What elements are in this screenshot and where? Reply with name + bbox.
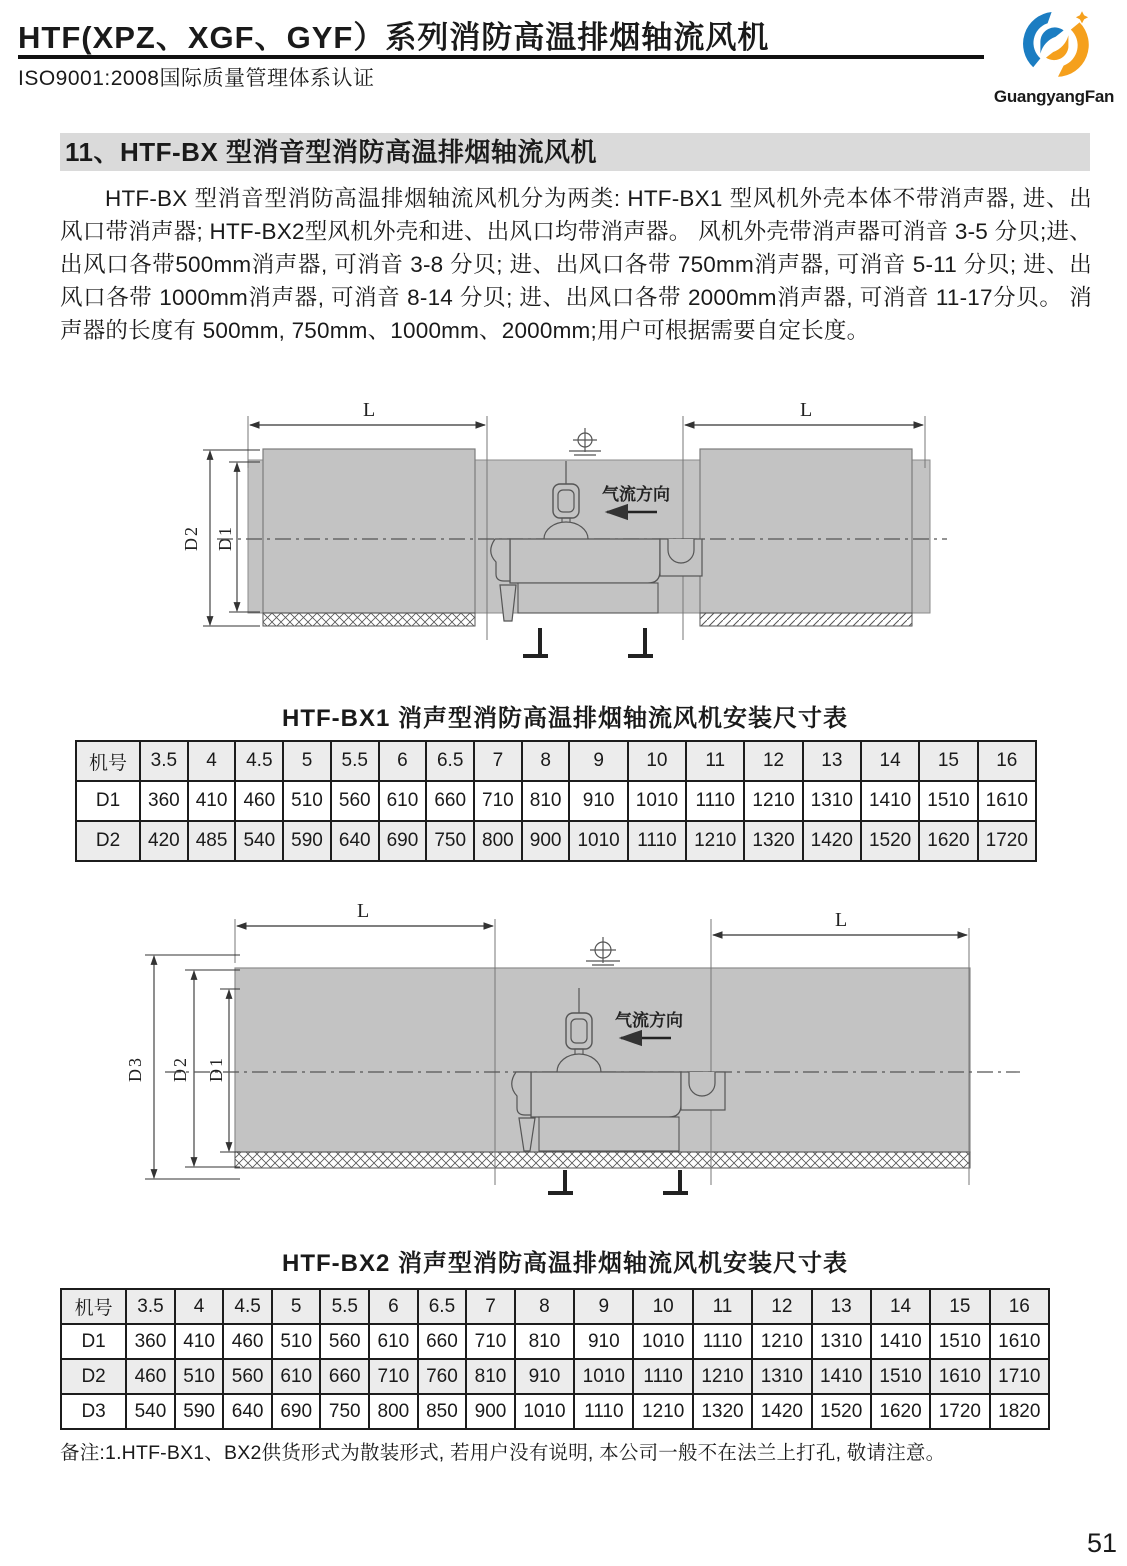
bx1-installation-diagram xyxy=(155,388,975,673)
table-cell: 610 xyxy=(379,781,427,821)
table-cell: 7 xyxy=(466,1289,515,1324)
table-cell: 510 xyxy=(272,1324,321,1359)
section-heading-bar xyxy=(60,133,1090,171)
table-cell: 810 xyxy=(466,1359,515,1394)
mounting-feet xyxy=(548,1170,688,1193)
table-cell: 1010 xyxy=(569,821,627,861)
table-cell: 1720 xyxy=(978,821,1036,861)
table-cell: 560 xyxy=(320,1324,369,1359)
table-cell: 910 xyxy=(569,781,627,821)
table-row xyxy=(61,1324,1049,1359)
table-cell: 910 xyxy=(574,1324,633,1359)
dim-label-D2: D2 xyxy=(170,1056,190,1082)
table-cell: 11 xyxy=(693,1289,752,1324)
dim-label-L-left: L xyxy=(357,900,370,922)
table-cell: 360 xyxy=(140,781,188,821)
table-cell: 610 xyxy=(369,1324,418,1359)
table-cell: 660 xyxy=(426,781,474,821)
table-cell: 16 xyxy=(978,741,1036,781)
table-header-row xyxy=(61,1289,1049,1324)
table-cell: 14 xyxy=(861,741,919,781)
motor-body xyxy=(510,539,660,583)
table-cell: 13 xyxy=(812,1289,871,1324)
bx1-dimension-table xyxy=(75,740,1037,862)
table-cell: D3 xyxy=(61,1394,126,1429)
table-cell: 1410 xyxy=(861,781,919,821)
table-cell: 6 xyxy=(369,1289,418,1324)
table-cell: 690 xyxy=(272,1394,321,1429)
table-cell: 710 xyxy=(466,1324,515,1359)
table-cell: 15 xyxy=(919,741,977,781)
table-cell: 710 xyxy=(474,781,522,821)
table-cell: 12 xyxy=(744,741,802,781)
table-cell: 1820 xyxy=(990,1394,1049,1429)
table-cell: 590 xyxy=(175,1394,224,1429)
table-cell: 760 xyxy=(418,1359,467,1394)
table-cell: D2 xyxy=(61,1359,126,1394)
base-frame xyxy=(539,1117,679,1151)
table-cell: 1210 xyxy=(693,1359,752,1394)
inlet-silencer xyxy=(263,449,475,613)
table-cell: 1320 xyxy=(744,821,802,861)
table-cell: 1610 xyxy=(930,1359,989,1394)
table-cell: 810 xyxy=(522,781,570,821)
table-cell: 1110 xyxy=(628,821,686,861)
table-cell: 590 xyxy=(283,821,331,861)
dim-label-D2: D2 xyxy=(181,525,201,551)
bearing-bracket xyxy=(668,539,694,563)
motor-body xyxy=(531,1072,681,1117)
table-row xyxy=(61,1359,1049,1394)
dim-label-L-left: L xyxy=(363,399,376,421)
table-cell: 1010 xyxy=(628,781,686,821)
table-cell: 1210 xyxy=(744,781,802,821)
table-cell: 1510 xyxy=(871,1359,930,1394)
table-cell: 660 xyxy=(320,1359,369,1394)
junction-box xyxy=(553,484,579,518)
table-cell: 4 xyxy=(175,1289,224,1324)
fan-logo-icon xyxy=(1014,4,1094,84)
insulation-strip xyxy=(235,1152,970,1168)
table-cell: 910 xyxy=(515,1359,574,1394)
table-cell: 460 xyxy=(126,1359,175,1394)
table-cell: 15 xyxy=(930,1289,989,1324)
table-cell: 900 xyxy=(466,1394,515,1429)
table-cell: 14 xyxy=(871,1289,930,1324)
table-cell: 610 xyxy=(272,1359,321,1394)
airflow-direction-label: 气流方向 xyxy=(615,1011,683,1030)
table-cell: 750 xyxy=(320,1394,369,1429)
table-cell: 12 xyxy=(752,1289,811,1324)
table-cell: 360 xyxy=(126,1324,175,1359)
table-cell: 1110 xyxy=(633,1359,692,1394)
table-cell: 1610 xyxy=(978,781,1036,821)
section-heading: 11、HTF-BX 型消音型消防高温排烟轴流风机 xyxy=(65,137,598,167)
table-cell: 485 xyxy=(188,821,236,861)
table-cell: 1620 xyxy=(871,1394,930,1429)
table-cell: 6 xyxy=(379,741,427,781)
header-divider xyxy=(18,55,984,59)
table-cell: 1610 xyxy=(990,1324,1049,1359)
table-cell: 640 xyxy=(331,821,379,861)
lifting-eyebolt-icon xyxy=(586,937,620,965)
table-cell: 1510 xyxy=(930,1324,989,1359)
table-cell: 690 xyxy=(379,821,427,861)
airflow-direction-label: 气流方向 xyxy=(602,485,670,504)
table-cell: 1510 xyxy=(919,781,977,821)
table-cell: 4.5 xyxy=(223,1289,272,1324)
table-cell: 540 xyxy=(126,1394,175,1429)
page-number: 51 xyxy=(1086,1528,1117,1558)
table-cell: 1310 xyxy=(752,1359,811,1394)
table-cell: 10 xyxy=(633,1289,692,1324)
bx2-table-title: HTF-BX2 消声型消防高温排烟轴流风机安装尺寸表 xyxy=(282,1250,848,1277)
table-cell: 8 xyxy=(515,1289,574,1324)
table-cell: 510 xyxy=(283,781,331,821)
table-cell: 7 xyxy=(474,741,522,781)
table-cell: 1310 xyxy=(812,1324,871,1359)
table-row xyxy=(61,1394,1049,1429)
table-cell: 1210 xyxy=(752,1324,811,1359)
table-cell: 1410 xyxy=(871,1324,930,1359)
table-cell: 4 xyxy=(188,741,236,781)
intro-paragraph: HTF-BX 型消音型消防高温排烟轴流风机分为两类: HTF-BX1 型风机外壳本体不带消声器, 进、出风口带消声器; HTF-BX2型风机外壳和进、出风口均带消声器。 风机外壳带消声器可消音 3-5 分贝;进、 出风口各带500mm消声器, 可消音 3-8 分贝; 进、出风口各带 750mm消声器, 可消音 5-11 分贝; 进、出风口各带 1000mm消声器, 可消音 8-14 分贝; 进、出风口各带 2000mm消声器, 可消音 11-17分贝。 消声器的长度有 500mm, 750mm、1000mm、2000mm;用户可根据需要自定长度。 xyxy=(60,186,1092,343)
table-header-row xyxy=(76,741,1036,781)
table-cell: 460 xyxy=(223,1324,272,1359)
insulation-strip-right xyxy=(700,613,912,626)
table-cell: 3.5 xyxy=(140,741,188,781)
table-cell: 1110 xyxy=(574,1394,633,1429)
table-cell: 16 xyxy=(990,1289,1049,1324)
table-cell: 5.5 xyxy=(331,741,379,781)
table-cell: 机号 xyxy=(76,741,140,781)
table-cell: 11 xyxy=(686,741,744,781)
logo-wordmark: GuangyangFan xyxy=(993,87,1115,106)
table-cell: 1010 xyxy=(574,1359,633,1394)
table-cell: 9 xyxy=(574,1289,633,1324)
table-cell: 800 xyxy=(474,821,522,861)
bearing-bracket xyxy=(689,1072,715,1096)
table-cell: 1210 xyxy=(686,821,744,861)
table-cell: 1110 xyxy=(686,781,744,821)
table-cell: 460 xyxy=(235,781,283,821)
table-cell: 850 xyxy=(418,1394,467,1429)
table-cell: 710 xyxy=(369,1359,418,1394)
table-cell: 1010 xyxy=(515,1394,574,1429)
table-cell: 900 xyxy=(522,821,570,861)
table-cell: 750 xyxy=(426,821,474,861)
company-logo xyxy=(986,4,1122,107)
table-cell: 1320 xyxy=(693,1394,752,1429)
table-cell: 1210 xyxy=(633,1394,692,1429)
table-cell: 1520 xyxy=(861,821,919,861)
table-cell: 4.5 xyxy=(235,741,283,781)
table-cell: 10 xyxy=(628,741,686,781)
table-cell: 1310 xyxy=(803,781,861,821)
base-frame xyxy=(518,583,658,613)
table-cell: 410 xyxy=(175,1324,224,1359)
table-cell: 机号 xyxy=(61,1289,126,1324)
table-cell: 810 xyxy=(515,1324,574,1359)
table-cell: 6.5 xyxy=(426,741,474,781)
dim-label-L-right: L xyxy=(800,399,813,421)
table-cell: 510 xyxy=(175,1359,224,1394)
table-cell: D1 xyxy=(61,1324,126,1359)
table-cell: 1410 xyxy=(812,1359,871,1394)
lifting-eyebolt-icon xyxy=(569,428,601,455)
table-cell: 560 xyxy=(223,1359,272,1394)
table-cell: 1710 xyxy=(990,1359,1049,1394)
table-cell: 660 xyxy=(418,1324,467,1359)
outlet-silencer xyxy=(700,449,912,613)
table-cell: 8 xyxy=(522,741,570,781)
dim-label-D1: D1 xyxy=(215,525,235,551)
bx2-dimension-table xyxy=(60,1288,1050,1430)
table-cell: 5.5 xyxy=(320,1289,369,1324)
table-cell: 1520 xyxy=(812,1394,871,1429)
table-cell: 800 xyxy=(369,1394,418,1429)
table-cell: 1420 xyxy=(752,1394,811,1429)
table-cell: 3.5 xyxy=(126,1289,175,1324)
table-cell: 410 xyxy=(188,781,236,821)
table-cell: 5 xyxy=(283,741,331,781)
table-cell: 560 xyxy=(331,781,379,821)
page-title: HTF(XPZ、XGF、GYF）系列消防高温排烟轴流风机 xyxy=(18,20,770,55)
table-cell: D2 xyxy=(76,821,140,861)
bx1-table-title: HTF-BX1 消声型消防高温排烟轴流风机安装尺寸表 xyxy=(282,705,848,732)
table-cell: 1010 xyxy=(633,1324,692,1359)
table-cell: 1420 xyxy=(803,821,861,861)
table-cell: 9 xyxy=(569,741,627,781)
support-funnel xyxy=(500,585,516,621)
table-cell: 5 xyxy=(272,1289,321,1324)
dim-label-D3: D3 xyxy=(125,1056,145,1082)
table-cell: 420 xyxy=(140,821,188,861)
dim-label-L-right: L xyxy=(835,909,848,931)
remark-note: 备注:1.HTF-BX1、BX2供货形式为散装形式, 若用户没有说明, 本公司一般不在法兰上打孔, 敬请注意。 xyxy=(60,1442,946,1464)
table-cell: 640 xyxy=(223,1394,272,1429)
table-cell: 540 xyxy=(235,821,283,861)
bx2-installation-diagram xyxy=(95,893,1035,1213)
table-row xyxy=(76,821,1036,861)
iso-certification-text: ISO9001:2008国际质量管理体系认证 xyxy=(18,67,375,90)
table-cell: 13 xyxy=(803,741,861,781)
table-cell: 1720 xyxy=(930,1394,989,1429)
table-cell: D1 xyxy=(76,781,140,821)
table-cell: 6.5 xyxy=(418,1289,467,1324)
table-row xyxy=(76,781,1036,821)
table-cell: 1110 xyxy=(693,1324,752,1359)
table-cell: 1620 xyxy=(919,821,977,861)
dim-label-D1: D1 xyxy=(206,1056,226,1082)
insulation-strip-left xyxy=(263,613,475,626)
mounting-feet xyxy=(523,628,653,656)
